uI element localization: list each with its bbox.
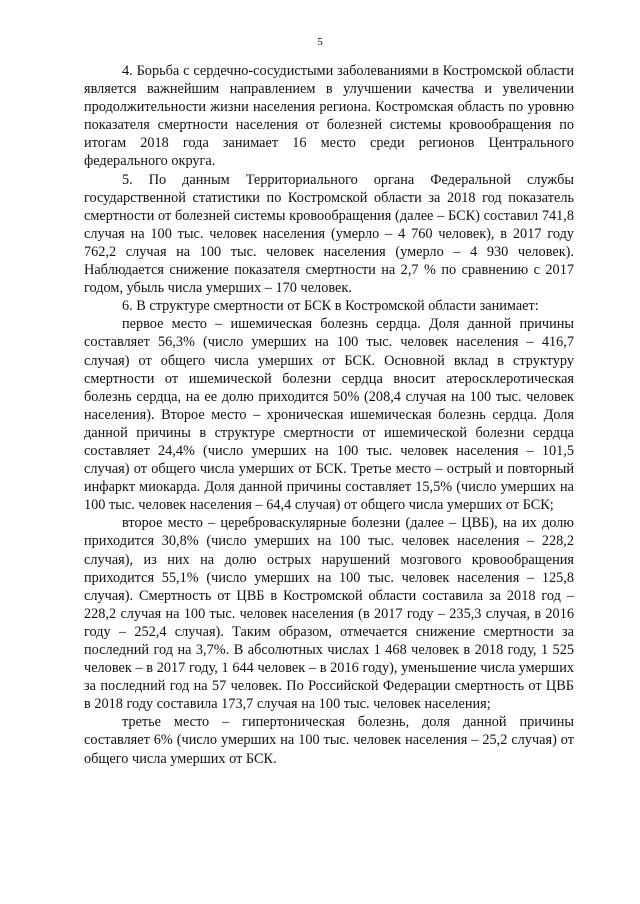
document-body bbox=[84, 62, 574, 768]
paragraph-first-place-ihd: первое место – ишемическая болезнь сердца. Доля данной причины составляет 56,3% (число умерших на 100 тыс. человек населения – 416,7 случая) от общего числа умерших от БСК. Основной вклад в структуру смертности от ишемической болезни сердца вносит атеросклеротическая болезнь сердца, на ее долю приходится 50% (208,4 случая на 100 тыс. человек населения). Второе место – хроническая ишемическая болезнь сердца. Доля данной причины в структуре смертности от ишемической болезни сердца составляет 24,4% (число умерших на 100 тыс. человек населения – 101,5 случая) от общего числа умерших от БСК. Третье место – острый и повторный инфаркт миокарда. Доля данной причины составляет 15,5% (число умерших на 100 тыс. человек населения – 64,4 случая) от общего числа умерших от БСК; bbox=[84, 316, 574, 514]
paragraph-third-place-hypertension: третье место – гипертоническая болезнь, доля данной причины составляет 6% (число умерших на 100 тыс. человек населения – 25,2 случая) от общего числа умерших от БСК. bbox=[84, 714, 574, 767]
paragraph-second-place-cvd: второе место – цереброваскулярные болезни (далее – ЦВБ), на их долю приходится 30,8% (число умерших на 100 тыс. человек населения – 228,2 случая), из них на долю острых нарушений мозгового кровообращения приходится 55,1% (число умерших на 100 тыс. человек населения – 125,8 случая). Смертность от ЦВБ в Костромской области составила за 2018 год – 228,2 случая на 100 тыс. человек населения (в 2017 году – 235,3 случая, в 2016 году – 252,4 случая). Таким образом, отмечается снижение смертности за последний год на 3,7%. В абсолютных числах 1 468 человек в 2018 году, 1 525 человек – в 2017 году, 1 644 человек – в 2016 году), уменьшение числа умерших за последний год на 57 человек. По Российской Федерации смертность от ЦВБ в 2018 году составила 173,7 случая на 100 тыс. человек населения; bbox=[84, 515, 574, 713]
page-number: 5 bbox=[317, 36, 323, 48]
paragraph-6-mortality-structure: 6. В структуре смертности от БСК в Костромской области занимает: bbox=[122, 298, 539, 315]
paragraph-5-mortality-statistics: 5. По данным Территориального органа Федеральной службы государственной статистики по Костромской области за 2018 год показатель смертности от болезней системы кровообращения (далее – БСК) составил 741,8 случая на 100 тыс. человек населения (умерло – 4 760 человек), в 2017 году 762,2 случая на 100 тыс. человек населения (умерло – 4 930 человек). Наблюдается снижение показателя смертности на 2,7 % по сравнению с 2017 годом, убыль числа умерших – 170 человек. bbox=[84, 171, 574, 297]
paragraph-4-cvd-importance: 4. Борьба с сердечно-сосудистыми заболеваниями в Костромской области является важнейшим направлением в улучшении качества и увеличении продолжительности жизни населения региона. Костромская область по уровню показателя смертности населения от болезней системы кровообращения по итогам 2018 года занимает 16 место среди регионов Центрального федерального округа. bbox=[84, 63, 574, 170]
